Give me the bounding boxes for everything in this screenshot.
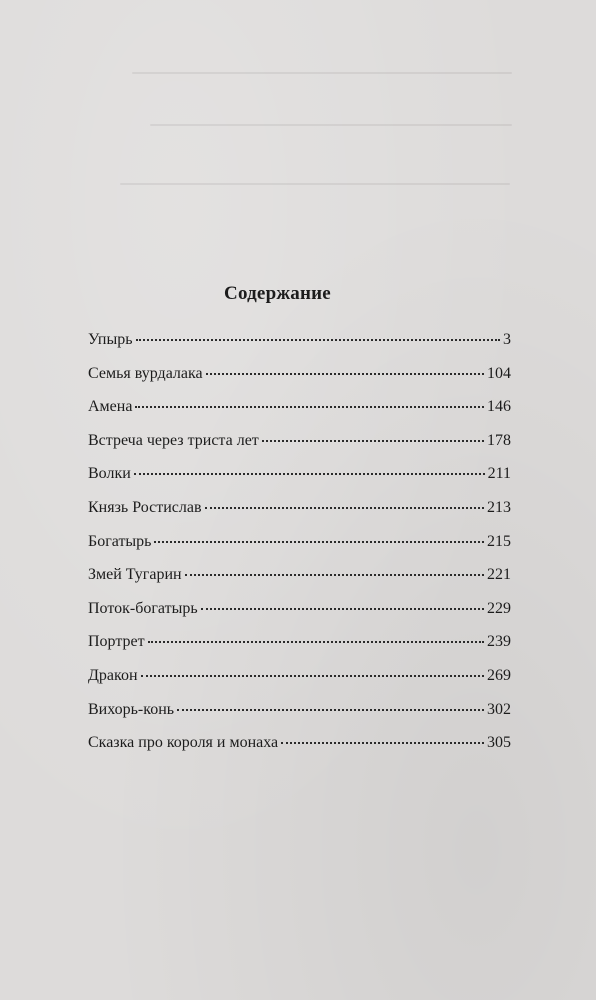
dot-leader <box>262 440 484 442</box>
dot-leader <box>148 641 484 643</box>
dot-leader <box>154 541 484 543</box>
dot-leader <box>281 742 484 744</box>
toc-entry-title: Упырь <box>88 331 133 348</box>
show-through-line <box>150 124 512 126</box>
toc-page-number: 305 <box>487 734 511 752</box>
dot-leader <box>134 473 485 475</box>
toc-entry <box>88 734 511 768</box>
toc-list <box>88 331 511 768</box>
toc-entry-title: Дракон <box>88 666 138 684</box>
toc-entry-title: Богатырь <box>88 532 152 550</box>
dot-leader <box>185 574 484 576</box>
toc-entry <box>88 566 511 600</box>
dot-leader <box>136 339 500 341</box>
toc-entry-title: Семья вурдалака <box>88 364 203 382</box>
toc-entry <box>88 600 511 634</box>
toc-entry-title: Амена <box>88 398 133 416</box>
toc-entry <box>88 398 511 432</box>
toc-entry <box>88 432 511 466</box>
toc-entry-title: Сказка про короля и монаха <box>88 734 279 752</box>
toc-entry-title: Портрет <box>88 633 145 651</box>
toc-page-number: 269 <box>487 666 511 684</box>
toc-page-number: 229 <box>487 599 511 617</box>
toc-entry <box>88 633 511 667</box>
toc-heading: Содержание <box>224 282 331 304</box>
toc-page-number: 215 <box>487 532 511 550</box>
toc-page-number: 178 <box>487 431 511 449</box>
toc-page-number: 213 <box>487 498 511 516</box>
toc-entry <box>88 365 511 399</box>
show-through-line <box>132 72 512 74</box>
dot-leader <box>135 406 484 408</box>
toc-page-number: 104 <box>487 364 511 382</box>
toc-page-number: 211 <box>487 465 511 483</box>
toc-entry-title: Змей Тугарин <box>88 566 182 584</box>
toc-entry <box>88 465 511 499</box>
toc-page-number: 302 <box>487 700 511 718</box>
toc-entry-title: Поток-богатырь <box>88 599 198 617</box>
toc-entry <box>88 701 511 735</box>
toc-entry-title: Вихорь-конь <box>88 700 175 718</box>
toc-entry <box>88 331 511 365</box>
toc-entry-title: Волки <box>88 465 131 483</box>
toc-entry <box>88 667 511 701</box>
toc-page-number: 146 <box>487 398 511 416</box>
dot-leader <box>141 675 484 677</box>
toc-entry-title: Встреча через триста лет <box>88 431 259 449</box>
toc-page-number: 221 <box>487 566 511 584</box>
dot-leader <box>201 608 484 610</box>
dot-leader <box>177 709 484 711</box>
toc-entry <box>88 499 511 533</box>
toc-entry-title: Князь Ростислав <box>88 498 202 516</box>
toc-page-number: 239 <box>487 633 511 651</box>
dot-leader <box>206 373 484 375</box>
show-through-line <box>120 183 510 185</box>
dot-leader <box>205 507 484 509</box>
toc-entry <box>88 533 511 567</box>
toc-page-number: 3 <box>503 331 511 348</box>
